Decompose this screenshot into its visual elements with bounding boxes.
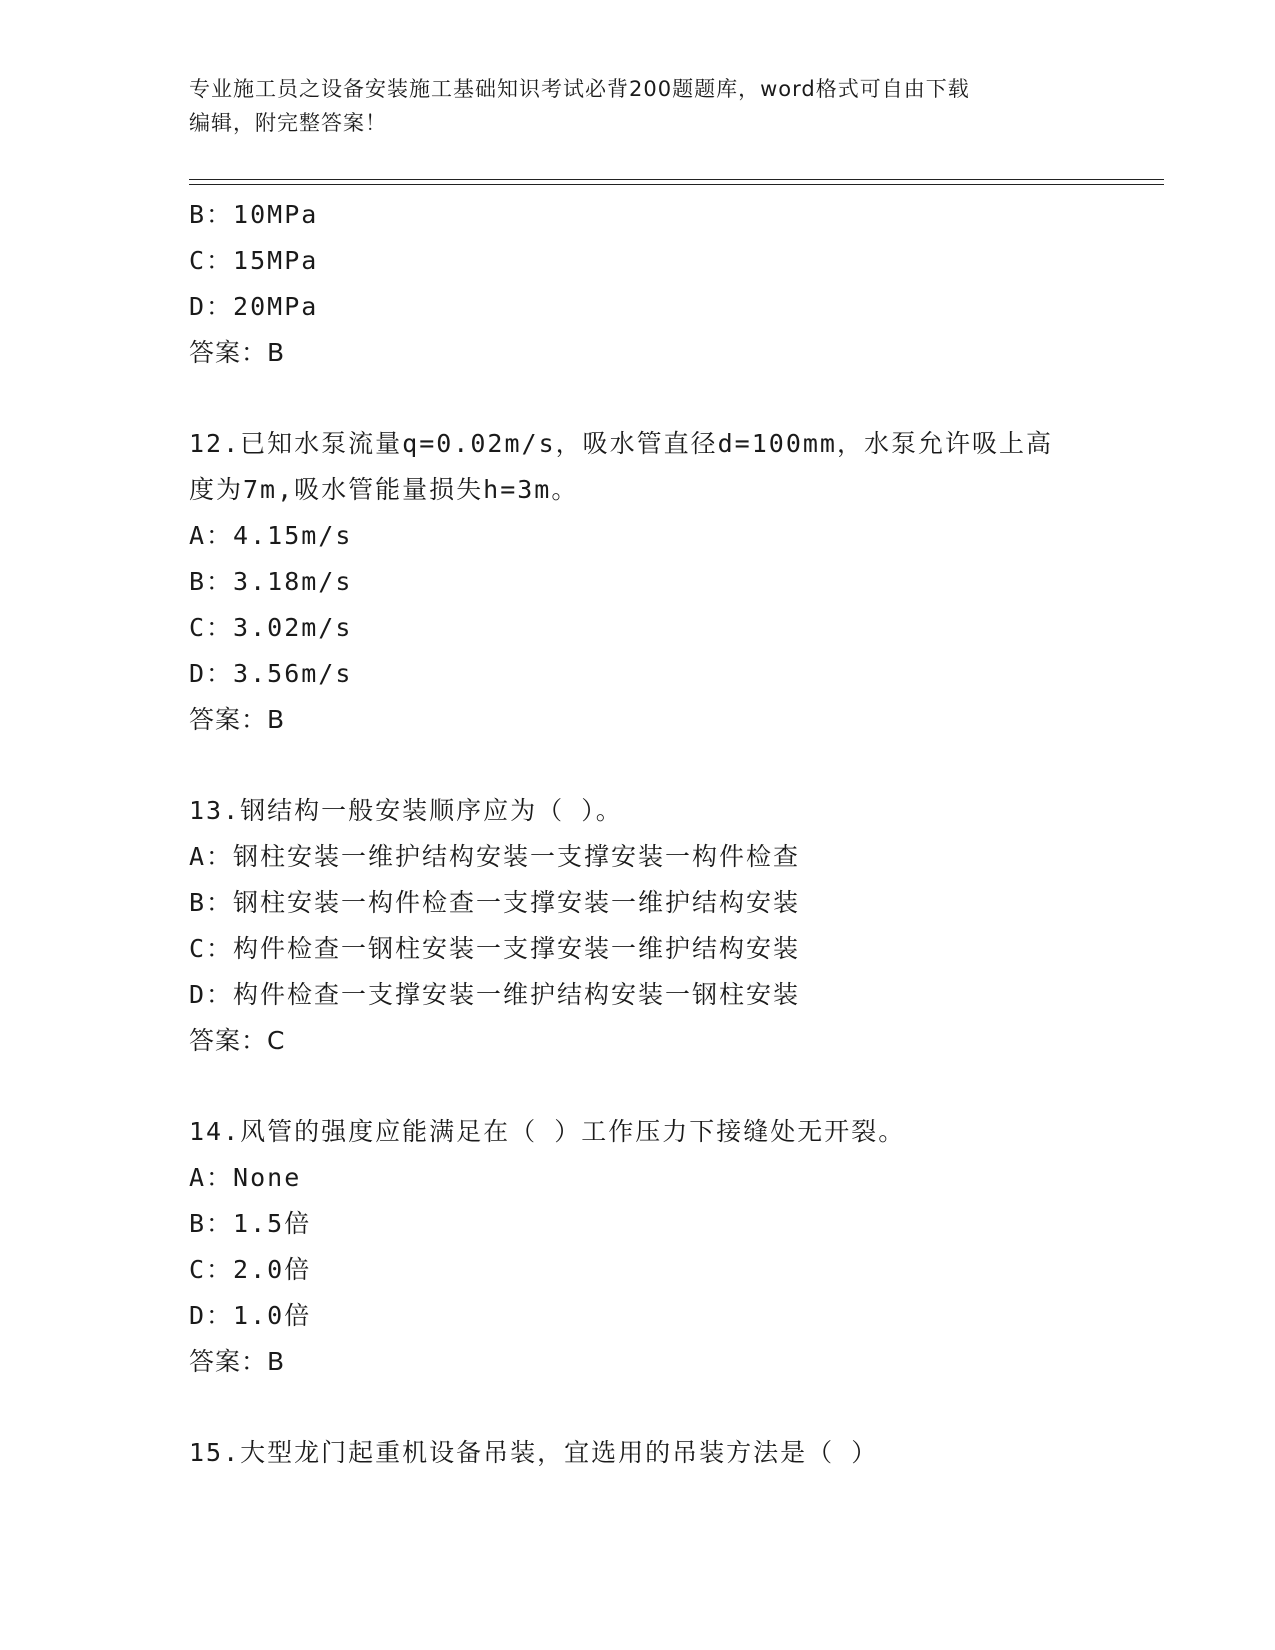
option-b: B：1.5倍	[189, 1209, 312, 1238]
question-13	[189, 788, 1089, 1064]
option-d: D：3.56m/s	[189, 659, 353, 688]
question-stem: 14.风管的强度应能满足在（ ）工作压力下接缝处无开裂。	[189, 1117, 906, 1146]
answer-line: 答案：B	[189, 1347, 286, 1376]
option-a: A：4.15m/s	[189, 521, 353, 550]
answer-line: 答案：C	[189, 1026, 286, 1055]
header-title-line-1: 专业施工员之设备安装施工基础知识考试必背200题题库，word格式可自由下载	[189, 77, 970, 101]
answer-line: 答案：B	[189, 338, 286, 367]
option-c: C：15MPa	[189, 246, 319, 275]
option-c: C：2.0倍	[189, 1255, 312, 1284]
question-14	[189, 1109, 1089, 1385]
option-c: C：构件检查一钢柱安装一支撑安装一维护结构安装	[189, 934, 801, 963]
header-title-line-2: 编辑，附完整答案！	[189, 111, 387, 135]
question-stem: 15.大型龙门起重机设备吊装，宜选用的吊装方法是（ ）	[189, 1438, 879, 1467]
option-a: A：钢柱安装一维护结构安装一支撑安装一构件检查	[189, 842, 801, 871]
document-header	[189, 72, 1089, 140]
option-d: D：构件检查一支撑安装一维护结构安装一钢柱安装	[189, 980, 801, 1009]
question-stem: 13.钢结构一般安装顺序应为（ ）。	[189, 796, 623, 825]
answer-line: 答案：B	[189, 705, 286, 734]
question-11	[189, 192, 1089, 376]
option-b: B：10MPa	[189, 200, 319, 229]
question-15	[189, 1430, 1089, 1476]
option-c: C：3.02m/s	[189, 613, 353, 642]
option-b: B：3.18m/s	[189, 567, 353, 596]
question-stem: 12.已知水泵流量q=0.02m/s，吸水管直径d=100mm，水泵允许吸上高	[189, 429, 1053, 458]
option-d: D：20MPa	[189, 292, 319, 321]
option-b: B：钢柱安装一构件检查一支撑安装一维护结构安装	[189, 888, 801, 917]
option-d: D：1.0倍	[189, 1301, 312, 1330]
question-list	[189, 192, 1089, 1476]
question-stem-continued: 度为7m,吸水管能量损失h=3m。	[189, 475, 579, 504]
question-12	[189, 421, 1089, 743]
header-divider-top	[189, 179, 1164, 180]
option-a: A：None	[189, 1163, 302, 1192]
header-divider-bottom	[189, 184, 1164, 185]
